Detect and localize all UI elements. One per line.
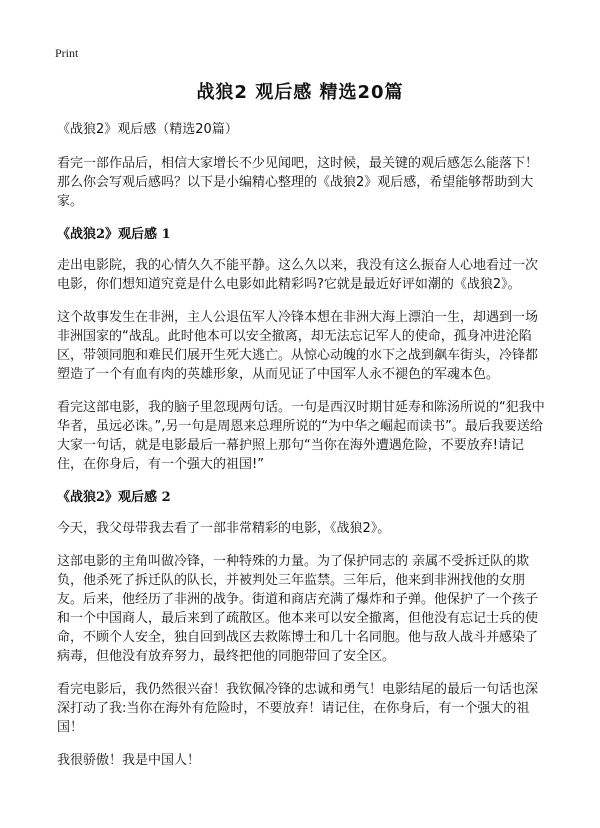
intro-paragraph: 看完一部作品后，相信大家增长不少见闻吧，这时候，最关键的观后感怎么能落下！那么你会写观后感吗？以下是小编精心整理的《战狼2》观后感，希望能够帮助到大家。: [57, 156, 539, 209]
article-body: [57, 120, 549, 784]
section-1-paragraph-2: 这个故事发生在非洲，主人公退伍军人冷锋本想在非洲大海上漂泊一生，却遇到一场非洲国家的“战乱。此时他本可以安全撤离，却无法忘记军人的使命，孤身冲进沦陷区，带领同胞和难民们展开生死大逃亡。从惊心动魄的水下之战到飙车街头，冷锋都塑造了一个有血有肉的英雄形象，从而见证了中国军人永不褪色的军魂本色。: [57, 310, 539, 382]
section-2-paragraph-3: 看完电影后，我仍然很兴奋！我钦佩冷锋的忠诚和勇气！电影结尾的最后一句话也深深打动了我:当你在海外有危险时，不要放弃！请记住，在你身后，有一个强大的祖国！: [57, 682, 539, 735]
section-2-heading: 《战狼2》观后感 2: [57, 490, 171, 505]
section-2-paragraph-4: 我很骄傲！我是中国人！: [57, 753, 201, 768]
section-2-paragraph-1: 今天，我父母带我去看了一部非常精彩的电影，《战狼2》。: [57, 521, 391, 536]
print-link[interactable]: Print: [55, 46, 79, 60]
section-1-heading: 《战狼2》观后感 1: [57, 227, 171, 242]
section-1-paragraph-3: 看完这部电影，我的脑子里忽现两句话。一句是西汉时期甘延寿和陈汤所说的“犯我中华者，虽远必诛。”,另一句是周恩来总理所说的“为中华之崛起而读书”。最后我要送给大家一句话，就是电影最后一幕护照上那句“当你在海外遭遇危险，不要放弃!请记住，在你身后，有一个强大的祖国!”: [57, 400, 545, 472]
page-title: 战狼2 观后感 精选20篇: [196, 82, 404, 103]
section-2-paragraph-2: 这部电影的主角叫做冷锋，一种特殊的力量。为了保护同志的 亲属不受拆迁队的欺负，他杀死了拆迁队的队长，并被判处三年监禁。三年后，他来到非洲找他的女朋友。后来，他经历了非洲的战争。街道和商店充满了爆炸和子弹。他保护了一个孩子和一个中国商人，最后来到了疏散区。他本来可以安全撤离，但他没有忘记士兵的使命，不顾个人安全，独自回到战区去救陈博士和几十名同胞。他与敌人战斗并感染了病毒，但他没有放弃努力，最终把他的同胞带回了安全区。: [57, 554, 539, 664]
article-subtitle: 《战狼2》观后感（精选20篇）: [57, 122, 238, 137]
section-1-paragraph-1: 走出电影院，我的心情久久不能平静。这么久以来，我没有这么振奋人心地看过一次电影，你们想知道究竟是什么电影如此精彩吗?它就是最近好评如潮的《战狼2》。: [57, 258, 539, 292]
